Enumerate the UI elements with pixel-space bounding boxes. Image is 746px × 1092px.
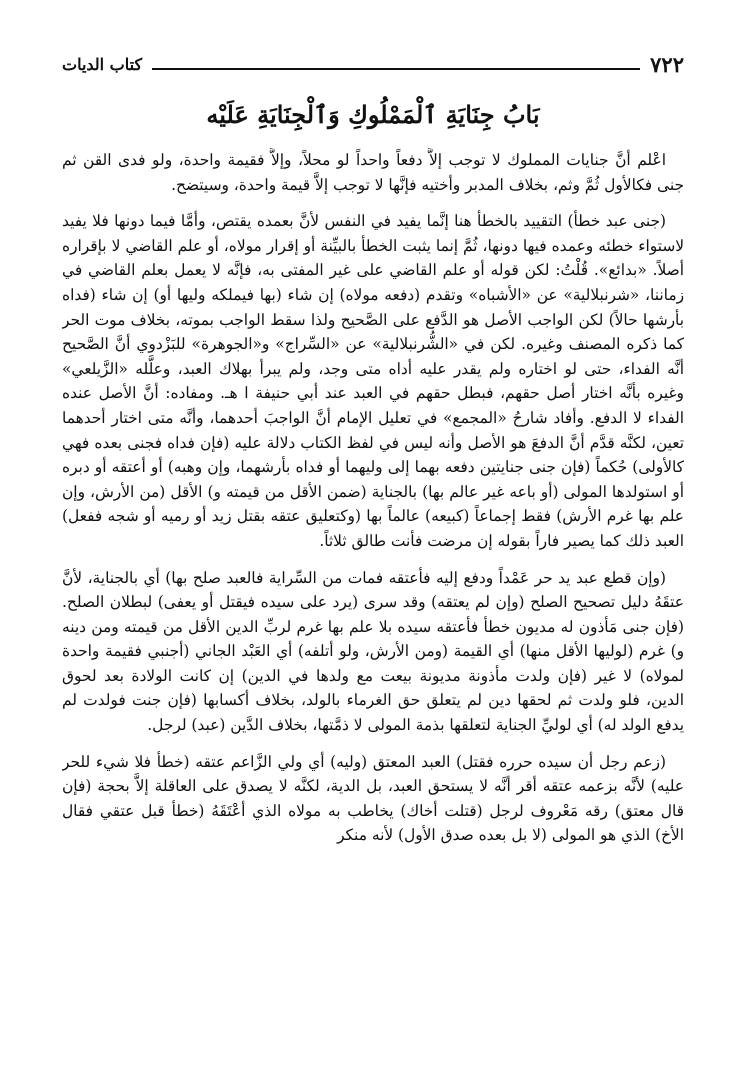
paragraph-4: (زعم رجل أن سيده حرره فقتل) العبد المعتق (وليه) أي ولي الزَّاعم عتقه (خطأ فلا شيء للحر عليه) لأنَّه بزعمه عتقه أقر أنَّه لا يستحق العبد، بل الدية، لكنَّه لا يصدق على العاقلة إلاَّ بحجة (فإن قال معتق) رقه مَعْروف لرجل (قتلت أخاك) يخاطب به مولاه الذي أعْتَقَهُ (خطأ قبل عتقي فقال الأخ) الذي هو المولى (لا بل بعده صدق الأول) لأنه منكر bbox=[62, 752, 684, 845]
paragraph-1: اعْلم أنَّ جنايات المملوك لا توجب إلاَّ دفعاً واحداً لو محلاً، وإلاَّ فقيمة واحدة، ولو فدى القن ثم جنى فكالأول ثُمَّ وثم، بخلاف المدبر وأختيه فإنَّها لا توجب إلاَّ قيمة واحدة، وسيتضح. bbox=[62, 151, 684, 194]
running-title: كتاب الديات bbox=[62, 54, 143, 74]
paragraph-3: (وإن قطع عبد يد حر عَمْداً ودفع إليه فأعتقه فمات من السِّراية فالعبد صلح بها) أي بالجناية، لأنَّ عتقَهُ دليل تصحيح الصلح (وإن لم يعتقه) وقد سرى (يرد على سيده فيقتل أو يعفى) لبطلان الصلح. (فإن جنى مَأذون له مديون خطأ فأعتقه سيده بلا علم بها غرم لربِّ الدين الأقل من قيمته ومن دينه و) غرم (لوليها الأقل منها) أي القيمة (ومن الأرش، ولو أتلفه) أي العَبْد الجاني (أجنبي فقيمة واحدة لمولاه) لا غير (فإن ولدت مأذونة مديونة بيعت مع ولدها في الدين) إن كانت الولادة بعد لحوق الدين، فلو ولدت ثم لحقها دين لم يتعلق حق الغرماء بالولد، بخلاف أكسابها (فإن جنت فولدت لم يدفع الولد له) أي لوليِّ الجناية لتعلقها بذمة المولى لا ذمَّتها، بخلاف الدَّين (عبد) لرجل. bbox=[62, 568, 684, 735]
page-header bbox=[62, 44, 684, 84]
paragraph-2: (جنى عبد خطأ) التقييد بالخطأ هنا إنَّما يفيد في النفس لأنَّ بعمده يقتص، وأمَّا فيما دونها فلا يفيد لاستواء خطئه وعمده فيها دونها، ثُمَّ إنما يثبت الخطأ بالبيِّنة أو إقرار مولاه، أو علم القاضي لا بإقراره أصلاً. «بدائع». قُلْتُ: لكن قوله أو علم القاضي على غير المفتى به، فإنَّه لا يعمل بعلم القاضي في زماننا، «شرنبلالية» عن «الأشباه» وتقدم (دفعه مولاه) إن شاء (بها فيملكه وليها أو) إن شاء (فداه بأرشها حالاً) لكن الواجب الأصل هو الدَّفع على الصَّحيح ولذا سقط الواجب بموته، بخلاف موت الحر كما ذكره المصنف وغيره. لكن في «الشُّرنبلالية» عن «السِّراج» و«الجوهرة» للبَزْدوي أنَّ الصَّحيح أنَّه الفداء، حتى لو اختاره ولم يقدر عليه أداه متى وجد، ولم يبرأ بهلاك العبد، وعلَّله «الزَّيلعي» وغيره بأنَّه اختار أصل حقهم، فبطل حقهم في العبد عند أبي حنيفة ا هـ. ومفاده: أنَّ الأصل عنده الفداء لا الدفع. وأفاد شارحُ «المجمع» في تعليل الإمام أنَّ الواجبَ أحدهما، وأنَّه متى اختار أحدهما تعين، لكنَّه قدَّم أنَّ الدفعَ هو الأصل وأنه ليس في لفظ الكتاب دلالة عليه (فإن فداه فجنى بعده فهي كالأولى) حُكماً (فإن جنى جنايتين دفعه بهما إلى وليهما أو فداه بأرشهما، وإن وهبه) أو أعتقه أو دبره أو استولدها المولى (أو باعه غير عالم بها) بالجناية (ضمن الأقل من قيمته و) الأقل (من الأرش، وإن علم بها غرم الأرش) فقط إجماعاً (كبيعه) عالماً بها (وكتعليق عتقه بقتل زيد أو رميه أو شجه ففعل) العبد ذلك كما يصير فاراً بقوله إن مرضت فأنت طالق ثلاثاً. bbox=[62, 212, 684, 550]
page-body bbox=[62, 148, 684, 1072]
header-rule bbox=[152, 68, 640, 70]
chapter-title: بَابُ جِنَايَةِ ٱلْمَمْلُوكِ وَٱلْجِنَايَةِ عَلَيْه bbox=[206, 100, 540, 129]
page-number: ٧٢٢ bbox=[650, 51, 684, 77]
